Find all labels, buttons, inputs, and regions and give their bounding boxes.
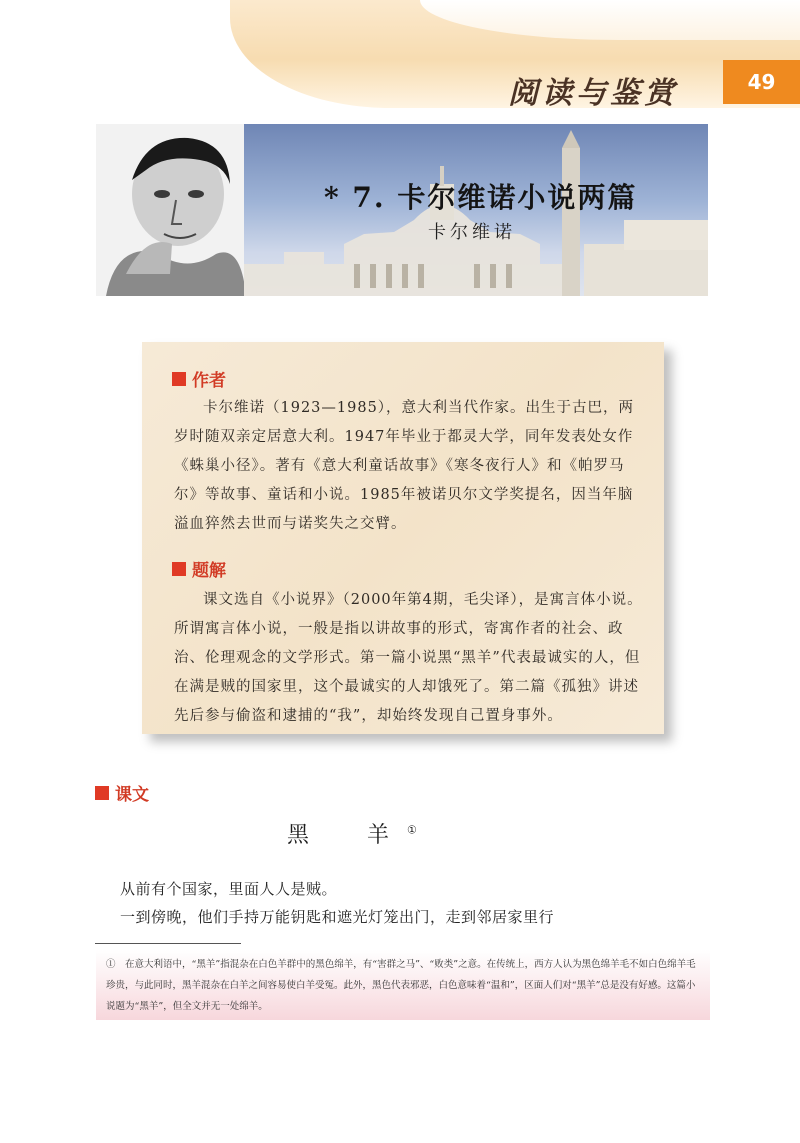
intro-panel xyxy=(142,342,664,734)
note-heading xyxy=(172,556,226,581)
story-title-text: 黑 羊 xyxy=(287,823,408,848)
author-heading xyxy=(172,366,226,391)
footnote-panel xyxy=(96,950,710,1020)
note-paragraph: 课文选自《小说界》（2000年第4期，毛尖译），是寓言体小说。所谓寓言体小说，一般是指以讲故事的形式，寄寓作者的社会、政治、伦理观念的文学形式。第一篇小说黑“黑羊”代表最诚实的人，但在满是贼的国家里，这个最诚实的人却饿死了。第二篇《孤独》讲述先后参与偷盗和逮捕的“我”，却始终发现自己置身事外。 xyxy=(174,592,643,724)
footnote-text: ① 在意大利语中，“黑羊”指混杂在白色羊群中的黑色绵羊，有“害群之马”、“败类”之意。在传统上，西方人认为黑色绵羊毛不如白色绵羊毛珍贵，与此同时，黑羊混杂在白羊之间容易使白羊受冤。此外，黑色代表邪恶，白色意味着“温和”，区面人们对“黑羊”总是没有好感。这篇小说题为“黑羊”，但全文并无一处绵羊。 xyxy=(106,959,696,1012)
note-heading-label: 题解 xyxy=(192,561,226,581)
bullet-square-icon xyxy=(95,786,109,800)
author-heading-label: 作者 xyxy=(192,371,226,391)
footnote-marker: ① xyxy=(407,823,417,837)
lesson-title: * 7. 卡尔维诺小说两篇 xyxy=(324,181,638,214)
lesson-author: 卡尔维诺 xyxy=(428,222,516,243)
bullet-square-icon xyxy=(172,372,186,386)
author-paragraph: 卡尔维诺（1923—1985），意大利当代作家。出生于古巴，两岁时随双亲定居意大利。1947年毕业于都灵大学，同年发表处女作《蛛巢小径》。著有《意大利童话故事》《寒冬夜行人》和《帕罗马尔》等故事、童话和小说。1985年被诺贝尔文学奖提名，因当年脑溢血猝然去世而与诺奖失之交臂。 xyxy=(174,400,635,532)
section-title: 阅读与鉴赏 xyxy=(508,76,678,111)
story-title xyxy=(287,818,417,849)
footnote-divider xyxy=(95,943,241,944)
text-section-heading xyxy=(95,780,149,805)
story-line: 从前有个国家，里面人人是贼。 xyxy=(120,880,338,898)
story-line: 一到傍晚，他们手持万能钥匙和遮光灯笼出门，走到邻居家里行 xyxy=(120,908,555,926)
text-section-label: 课文 xyxy=(115,785,149,805)
page-number: 49 xyxy=(723,60,800,104)
portrait-image xyxy=(96,124,246,296)
bullet-square-icon xyxy=(172,562,186,576)
author-portrait xyxy=(96,124,246,296)
